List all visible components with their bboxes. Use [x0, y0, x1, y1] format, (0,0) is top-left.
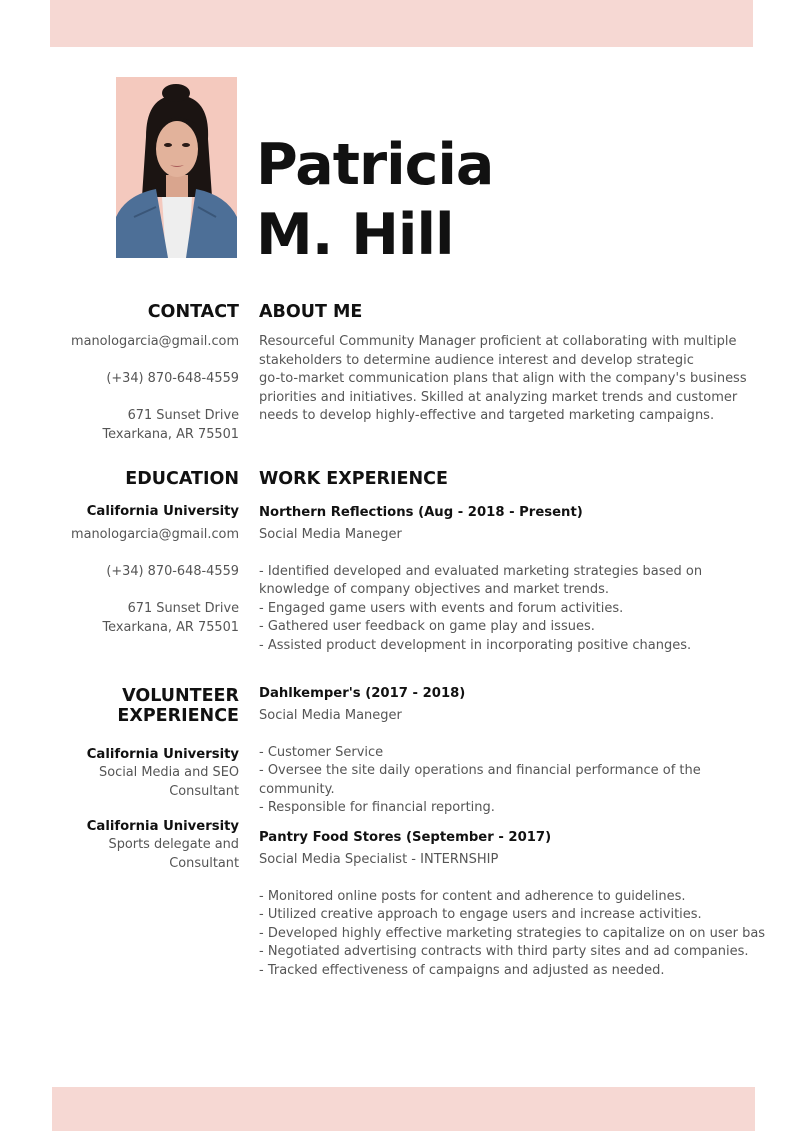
job-duty: - Oversee the site daily operations and financial performance of the — [259, 763, 701, 779]
work-heading: WORK EXPERIENCE — [259, 469, 448, 489]
job-duty: - Negotiated advertising contracts with third party sites and ad companies. — [259, 944, 749, 960]
volunteer-item — [87, 745, 239, 801]
job-duty: - Responsible for financial reporting. — [259, 800, 495, 816]
portrait-photo — [116, 77, 237, 258]
volunteer-role-line2: Consultant — [169, 855, 239, 871]
education-school: California University — [86, 504, 239, 519]
contact-heading: CONTACT — [147, 302, 239, 322]
job-duty: - Engaged game users with events and forum activities. — [259, 600, 624, 616]
volunteer-role-line1: Sports delegate and — [108, 837, 239, 852]
job-duty: knowledge of company objectives and market trends. — [259, 582, 609, 598]
bottom-accent-band — [52, 1087, 755, 1131]
job-role: Social Media Maneger — [259, 708, 402, 723]
contact-address-line1: 671 Sunset Drive — [127, 408, 239, 423]
about-line: priorities and initiatives. Skilled at analyzing market trends and customer — [259, 389, 738, 405]
education-heading: EDUCATION — [125, 469, 239, 489]
job-duties — [259, 888, 766, 981]
volunteer-heading — [117, 686, 239, 726]
about-text — [259, 333, 759, 426]
about-line: go-to-market communication plans that align with the company's business — [259, 371, 747, 387]
education-email: manologarcia@gmail.com — [71, 527, 239, 542]
candidate-name — [256, 130, 493, 270]
job-duty: - Identified developed and evaluated marketing strategies based on — [259, 563, 703, 579]
about-line: Resourceful Community Manager proficient at collaborating with multiple — [259, 334, 737, 349]
job-duty: - Tracked effectiveness of campaigns and adjusted as needed. — [259, 962, 665, 978]
work-job — [259, 828, 766, 981]
last-name: M. Hill — [256, 202, 454, 268]
education-address-line1: 671 Sunset Drive — [127, 601, 239, 616]
volunteer-heading-line2: EXPERIENCE — [117, 706, 239, 726]
education-address-line2: Texarkana, AR 75501 — [102, 620, 239, 635]
job-duty: - Customer Service — [259, 744, 384, 760]
contact-phone: (+34) 870-648-4559 — [106, 371, 239, 386]
contact-address-line2: Texarkana, AR 75501 — [102, 427, 239, 442]
job-duty: community. — [259, 781, 335, 797]
volunteer-role-line1: Social Media and SEO — [99, 765, 239, 780]
job-title: Dahlkemper's (2017 - 2018) — [259, 686, 466, 701]
work-job — [259, 503, 759, 656]
volunteer-heading-line1: VOLUNTEER — [122, 686, 239, 706]
job-duty: - Developed highly effective marketing strategies to capitalize on on user bas — [259, 925, 766, 941]
work-job — [259, 684, 759, 818]
volunteer-org: California University — [86, 747, 239, 762]
about-heading: ABOUT ME — [259, 302, 363, 322]
volunteer-org: California University — [86, 819, 239, 834]
volunteer-role-line2: Consultant — [169, 783, 239, 799]
volunteer-item — [87, 817, 239, 873]
first-name: Patricia — [256, 132, 494, 198]
job-title: Northern Reflections (Aug - 2018 - Present) — [259, 505, 583, 520]
about-line: stakeholders to determine audience interest and develop strategic — [259, 352, 694, 368]
job-duties — [259, 563, 759, 656]
job-role: Social Media Specialist - INTERNSHIP — [259, 852, 499, 867]
top-accent-band — [50, 0, 753, 47]
job-duty: - Gathered user feedback on game play and issues. — [259, 619, 595, 635]
education-phone: (+34) 870-648-4559 — [106, 564, 239, 579]
job-duties — [259, 744, 759, 818]
job-title: Pantry Food Stores (September - 2017) — [259, 830, 552, 845]
about-line: needs to develop highly-effective and targeted marketing campaigns. — [259, 408, 715, 424]
contact-email: manologarcia@gmail.com — [71, 334, 239, 349]
job-role: Social Media Maneger — [259, 527, 402, 542]
job-duty: - Utilized creative approach to engage users and increase activities. — [259, 907, 702, 923]
job-duty: - Monitored online posts for content and adherence to guidelines. — [259, 888, 686, 904]
job-duty: - Assisted product development in incorporating positive changes. — [259, 637, 692, 653]
